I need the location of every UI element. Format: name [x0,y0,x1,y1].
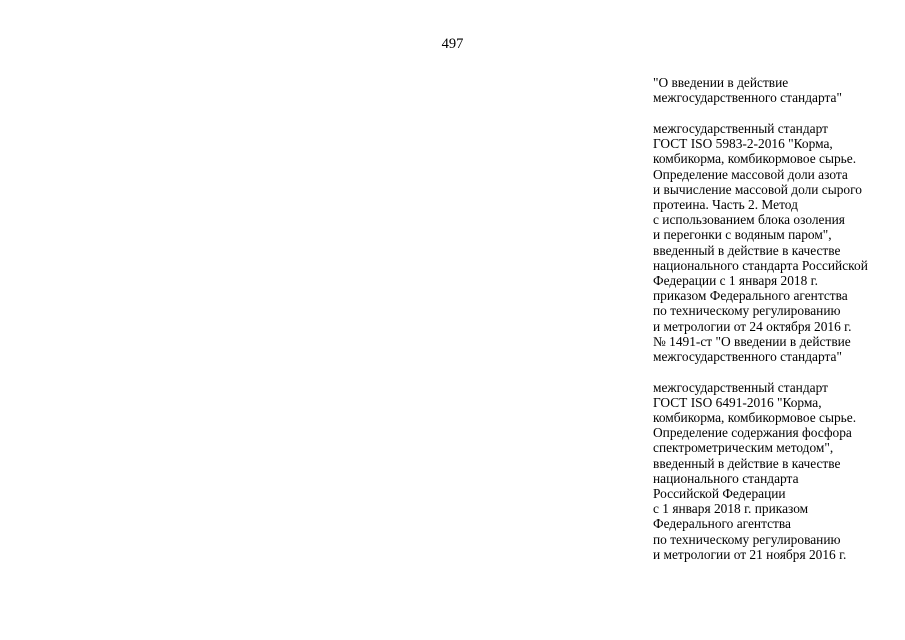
text-line: межгосударственный стандарт [653,120,828,136]
text-line: протеина. Часть 2. Метод [653,196,798,212]
text-line: Федерального агентства [653,516,791,532]
text-line: и метрологии от 21 ноября 2016 г. [653,546,847,562]
text-line: межгосударственный стандарт [653,379,828,395]
text-line: спектрометрическим методом", [653,440,834,456]
text-line: межгосударственного стандарта" [653,348,842,364]
text-line: по техническому регулированию [653,303,841,319]
text-block-intro [653,75,898,105]
text-line: ГОСТ ISO 5983-2-2016 "Корма, [653,136,833,152]
text-line: № 1491-ст "О введении в действие [653,333,851,349]
text-line: введенный в действие в качестве [653,455,841,471]
text-line: и перегонки с водяным паром", [653,227,832,243]
text-line: введенный в действие в качестве [653,242,841,258]
text-block-gost-6491 [653,380,898,562]
text-line: Определение содержания фосфора [653,425,852,441]
text-line: и метрологии от 24 октября 2016 г. [653,318,852,334]
text-line: приказом Федерального агентства [653,288,848,304]
text-line: и вычисление массовой доли сырого [653,181,862,197]
text-line: национального стандарта [653,470,799,486]
text-line: комбикорма, комбикормовое сырье. [653,410,857,426]
text-line: межгосударственного стандарта" [653,90,842,106]
document-text-column [653,75,898,578]
text-line: национального стандарта Российской [653,257,868,273]
text-line: с 1 января 2018 г. приказом [653,501,809,517]
page-number: 497 [441,36,464,52]
text-line: комбикорма, комбикормовое сырье. [653,151,857,167]
text-block-gost-5983 [653,121,898,364]
text-line: ГОСТ ISO 6491-2016 "Корма, [653,394,822,410]
text-line: Федерации с 1 января 2018 г. [653,272,818,288]
text-line: с использованием блока озоления [653,212,845,228]
text-line: "О введении в действие [653,75,789,90]
text-line: Российской Федерации [653,486,786,502]
text-line: по техническому регулированию [653,531,841,547]
text-line: Определение массовой доли азота [653,166,848,182]
